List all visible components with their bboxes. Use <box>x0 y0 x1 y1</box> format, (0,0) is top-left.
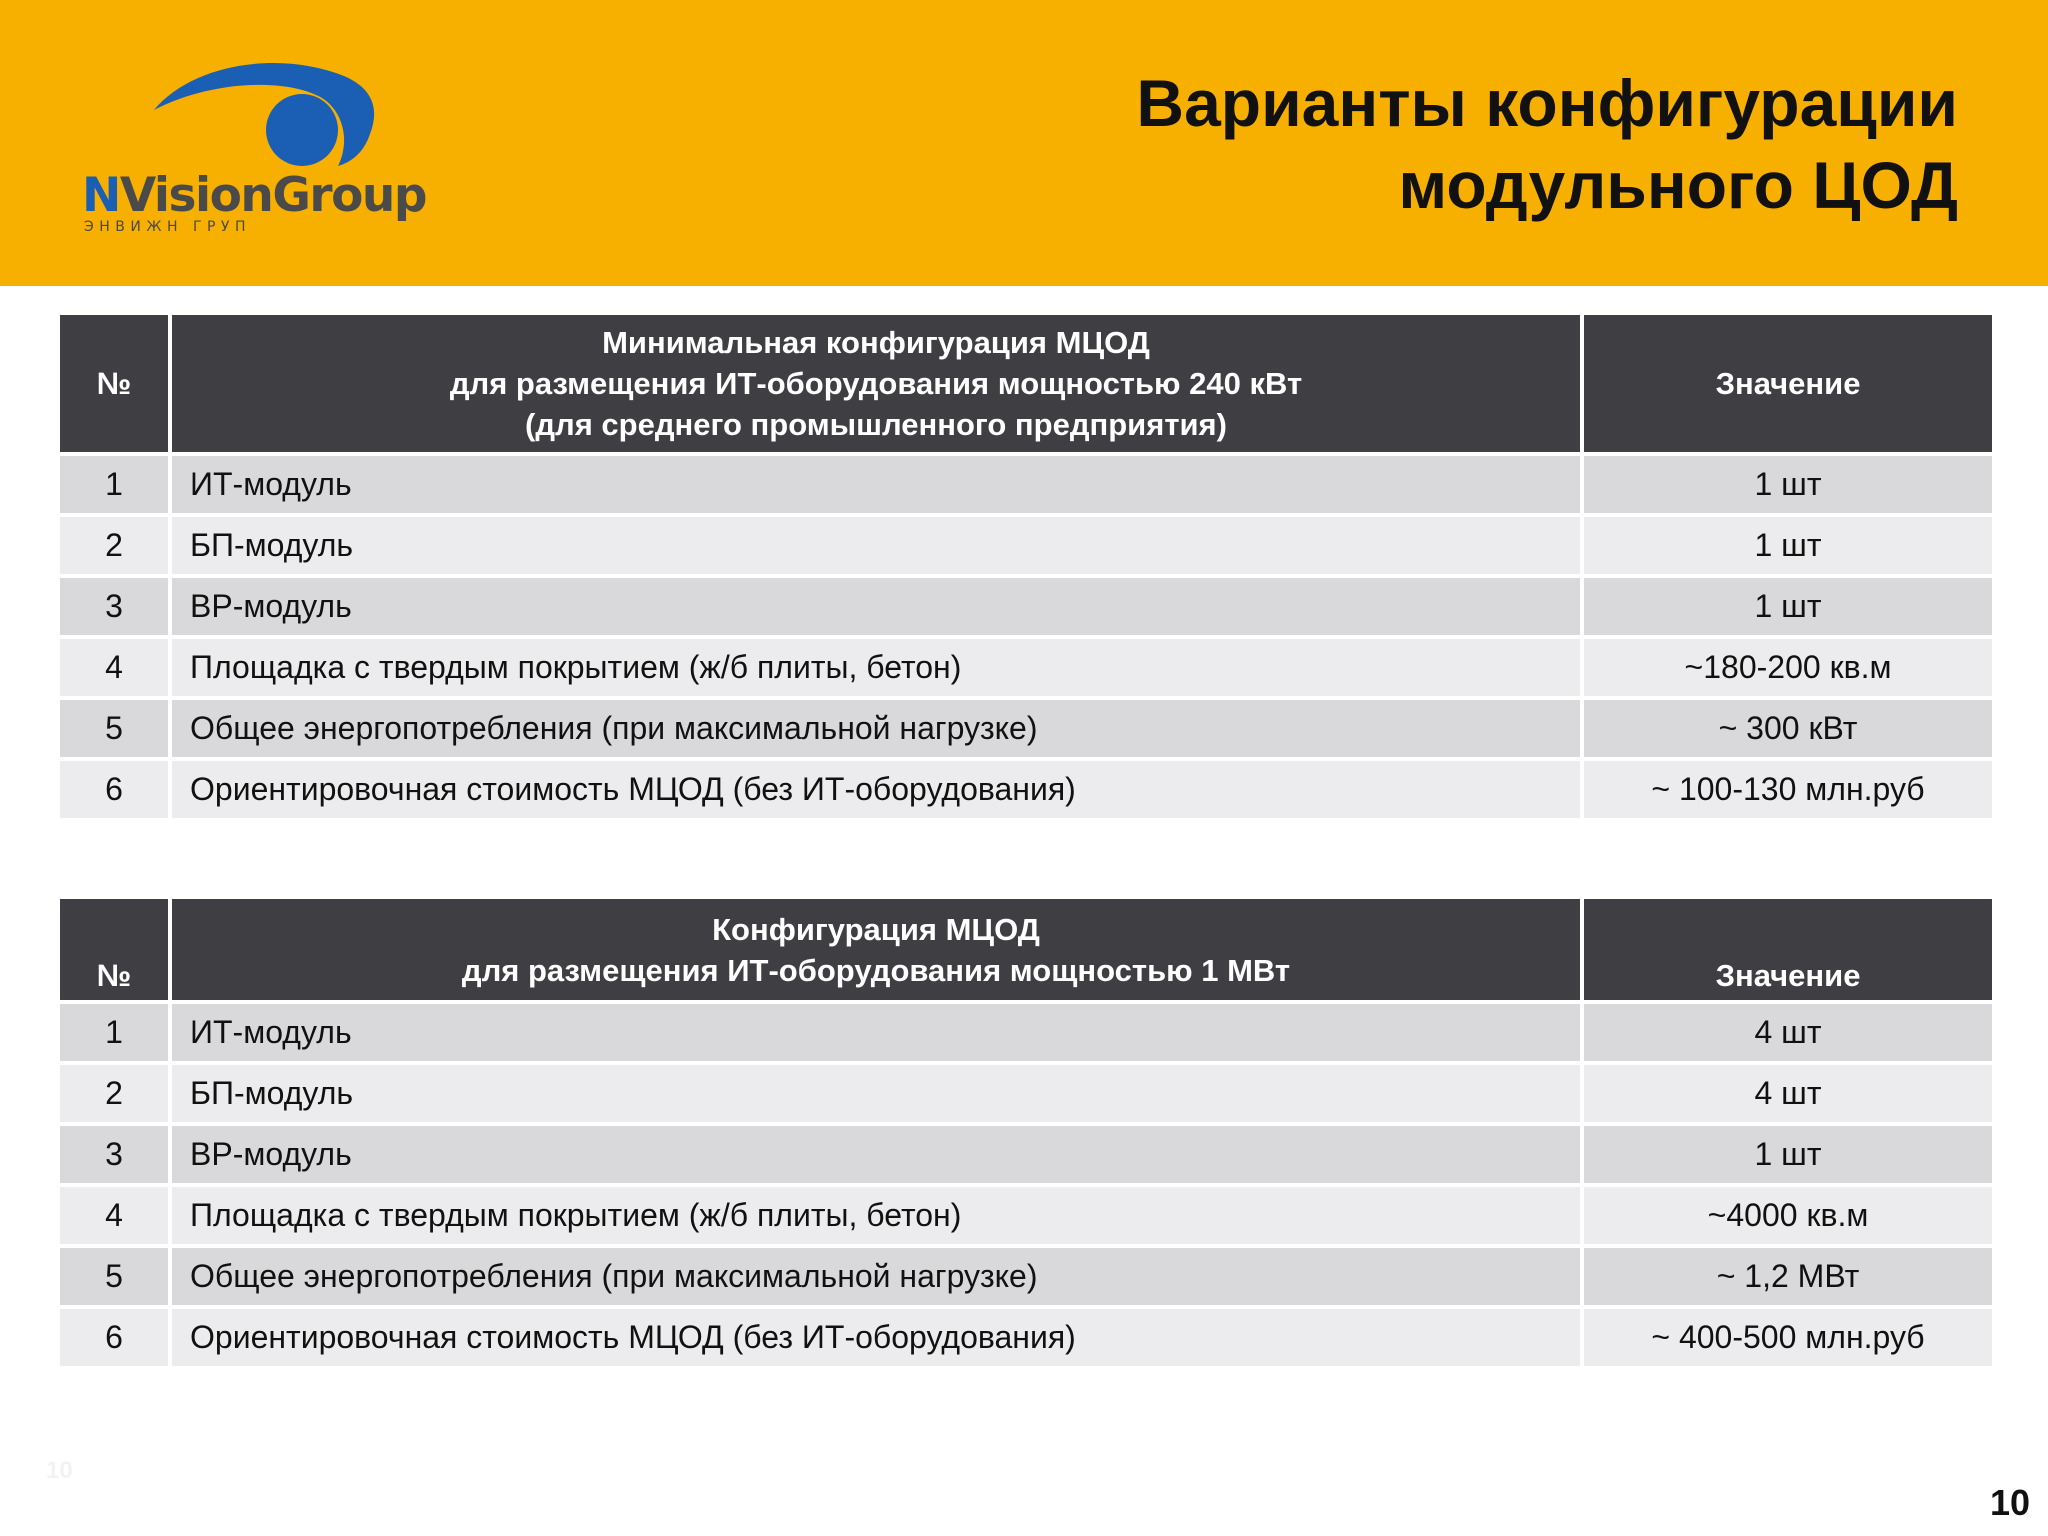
row-num: 2 <box>60 1065 168 1122</box>
ghost-page-number: 10 <box>46 1457 73 1484</box>
row-value: ~180-200 кв.м <box>1584 639 1992 696</box>
header-num: № <box>60 315 168 452</box>
row-value: ~ 100-130 млн.руб <box>1584 761 1992 818</box>
header-configuration <box>172 315 1580 452</box>
row-num: 4 <box>60 639 168 696</box>
page-number: 10 <box>1989 1482 2030 1523</box>
logo-wordmark <box>82 168 426 223</box>
row-num: 2 <box>60 517 168 574</box>
row-name: БП-модуль <box>172 517 1580 574</box>
row-num: 3 <box>60 1126 168 1183</box>
row-name: Площадка с твердым покрытием (ж/б плиты, бетон) <box>172 639 1580 696</box>
table-row <box>60 1065 1992 1122</box>
row-num: 3 <box>60 578 168 635</box>
table-row <box>60 1126 1992 1183</box>
table-row <box>60 456 1992 513</box>
table-row <box>60 578 1992 635</box>
table-row <box>60 1248 1992 1305</box>
table-row <box>60 1004 1992 1061</box>
row-name: Ориентировочная стоимость МЦОД (без ИТ-оборудования) <box>172 761 1580 818</box>
row-value: 1 шт <box>1584 517 1992 574</box>
row-name: ВР-модуль <box>172 578 1580 635</box>
row-name: Ориентировочная стоимость МЦОД (без ИТ-оборудования) <box>172 1309 1580 1366</box>
row-value: ~ 300 кВт <box>1584 700 1992 757</box>
row-num: 4 <box>60 1187 168 1244</box>
row-value: 4 шт <box>1584 1004 1992 1061</box>
table-row <box>60 700 1992 757</box>
config-table-1mw <box>56 895 1996 1370</box>
row-value: 4 шт <box>1584 1065 1992 1122</box>
row-value: 1 шт <box>1584 1126 1992 1183</box>
row-value: 1 шт <box>1584 578 1992 635</box>
row-num: 1 <box>60 456 168 513</box>
table-row <box>60 639 1992 696</box>
header-configuration-line-1: Конфигурация МЦОД <box>712 911 1040 947</box>
row-name: Площадка с твердым покрытием (ж/б плиты, бетон) <box>172 1187 1580 1244</box>
header-configuration <box>172 899 1580 1000</box>
table-row <box>60 1309 1992 1366</box>
header-num: № <box>60 899 168 1000</box>
header-configuration-line-3: (для среднего промышленного предприятия) <box>525 407 1227 442</box>
company-logo <box>82 46 426 246</box>
row-name: ВР-модуль <box>172 1126 1580 1183</box>
slide-title <box>958 62 1958 226</box>
table-row <box>60 517 1992 574</box>
eye-swoosh-icon <box>82 46 382 166</box>
slide-title-line-1: Варианты конфигурации <box>1136 66 1958 140</box>
table-row <box>60 761 1992 818</box>
config-table-240kw <box>56 311 1996 822</box>
row-name: Общее энергопотребления (при максимальной нагрузке) <box>172 1248 1580 1305</box>
header-configuration-line-2: для размещения ИТ-оборудования мощностью 240 кВт <box>449 366 1303 401</box>
row-value: ~4000 кв.м <box>1584 1187 1992 1244</box>
table-header-row <box>60 315 1992 452</box>
row-value: ~ 400-500 млн.руб <box>1584 1309 1992 1366</box>
row-num: 6 <box>60 1309 168 1366</box>
row-name: ИТ-модуль <box>172 456 1580 513</box>
row-name: Общее энергопотребления (при максимальной нагрузке) <box>172 700 1580 757</box>
logo-wordmark-rest: VisionGroup <box>119 168 426 223</box>
table-row <box>60 1187 1992 1244</box>
header-configuration-line-2: для размещения ИТ-оборудования мощностью 1 МВт <box>461 952 1291 988</box>
row-value: 1 шт <box>1584 456 1992 513</box>
logo-wordmark-n: N <box>82 168 120 223</box>
table-header-row <box>60 899 1992 1000</box>
header-configuration-line-1: Минимальная конфигурация МЦОД <box>602 325 1150 360</box>
header-value: Значение <box>1584 899 1992 1000</box>
header-value: Значение <box>1584 315 1992 452</box>
row-num: 5 <box>60 700 168 757</box>
row-num: 6 <box>60 761 168 818</box>
logo-subtitle: ЭНВИЖН ГРУП <box>84 219 251 235</box>
row-value: ~ 1,2 МВт <box>1584 1248 1992 1305</box>
row-name: БП-модуль <box>172 1065 1580 1122</box>
row-num: 1 <box>60 1004 168 1061</box>
row-name: ИТ-модуль <box>172 1004 1580 1061</box>
slide-title-line-2: модульного ЦОД <box>1398 148 1958 222</box>
row-num: 5 <box>60 1248 168 1305</box>
